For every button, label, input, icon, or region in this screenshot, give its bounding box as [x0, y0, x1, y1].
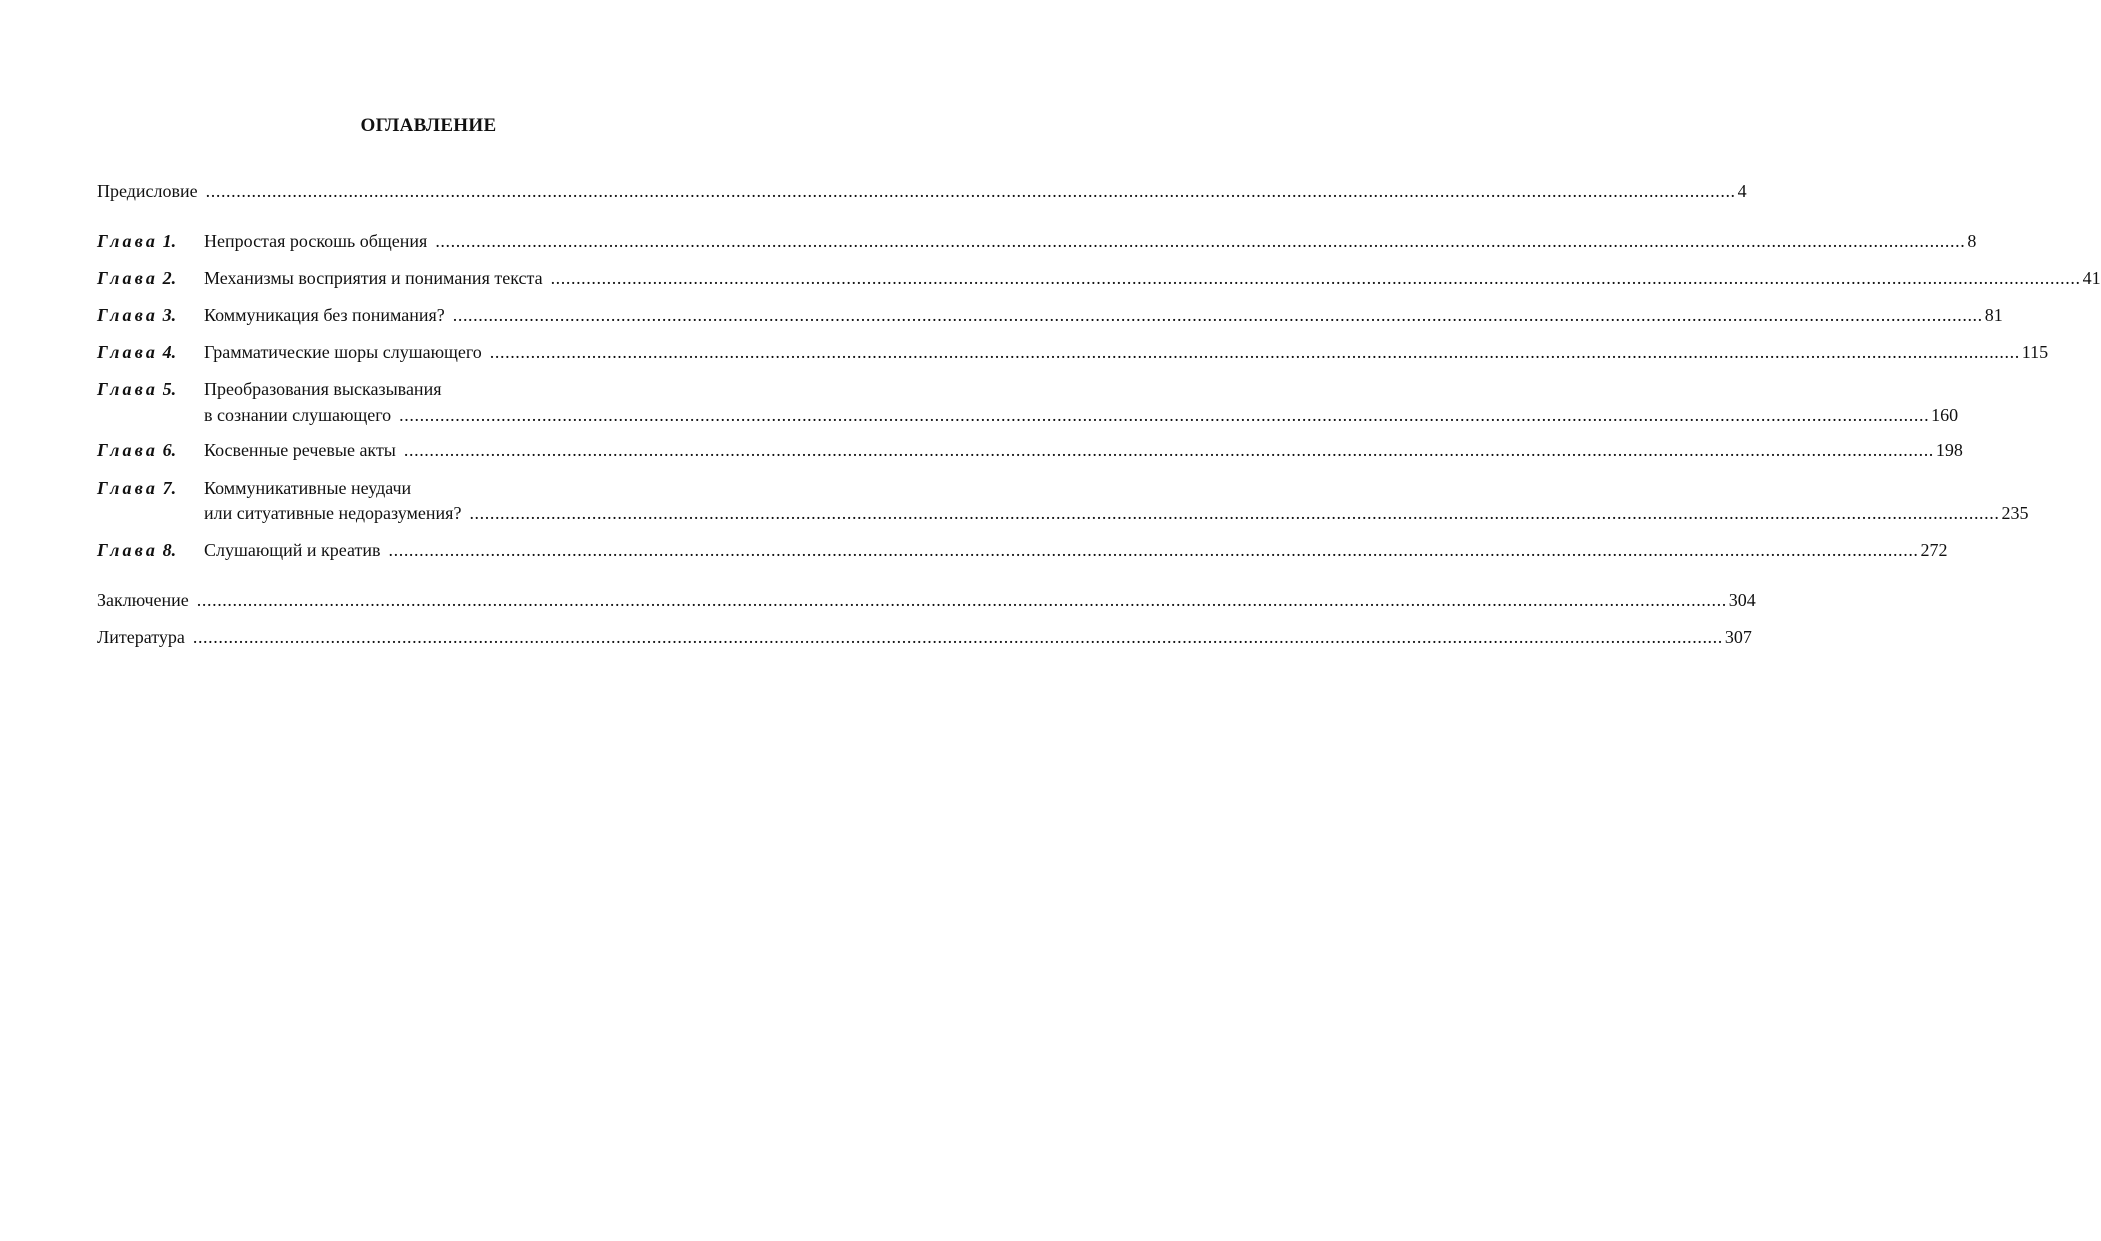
toc-page-number: 160 [1931, 405, 1959, 425]
toc-entry-title: Непростая роскошь общения [204, 231, 428, 251]
chapter-label [97, 475, 204, 501]
toc-page-number: 235 [2001, 503, 2029, 523]
chapter-word: Глава [97, 440, 159, 460]
toc-page-number: 41 [2082, 268, 2101, 288]
dot-leader: ............................................................................................................................................................................................................................................................................................................ [399, 405, 1930, 425]
toc-entry-title: Слушающий и креатив [204, 540, 381, 560]
toc-entry-title: Механизмы восприятия и понимания текста [204, 268, 543, 288]
dot-leader: ............................................................................................................................................................................................................................................................................................................ [192, 627, 1723, 647]
toc-entry-chapter-2[interactable] [97, 265, 2101, 291]
chapter-label [97, 376, 204, 402]
chapter-number: 1. [162, 231, 177, 251]
chapter-word: Глава [97, 231, 159, 251]
toc-entry-chapter-7[interactable] [97, 475, 755, 501]
dot-leader: ............................................................................................................................................................................................................................................................................................................ [469, 503, 2000, 523]
toc-entry-chapter-1[interactable] [97, 228, 1977, 254]
chapter-number: 3. [162, 305, 177, 325]
toc-entry-title-continuation: в сознании слушающего [204, 405, 392, 425]
chapter-label [97, 537, 204, 563]
toc-entry-conclusion[interactable] [97, 587, 1756, 613]
chapter-number: 8. [162, 540, 177, 560]
chapter-word: Глава [97, 478, 159, 498]
toc-entry-title: Коммуникация без понимания? [204, 305, 445, 325]
toc-entry-chapter-5-continuation[interactable] [97, 402, 1959, 428]
dot-leader: ............................................................................................................................................................................................................................................................................................................ [196, 590, 1727, 610]
toc-page-number: 304 [1728, 590, 1756, 610]
chapter-number: 7. [162, 478, 177, 498]
dot-leader: ............................................................................................................................................................................................................................................................................................................ [550, 268, 2081, 288]
dot-leader: ............................................................................................................................................................................................................................................................................................................ [435, 231, 1966, 251]
chapter-label [97, 265, 204, 291]
toc-entry-title: Коммуникативные неудачи [204, 478, 412, 498]
chapter-word: Глава [97, 342, 159, 362]
toc-entry-chapter-7-continuation[interactable] [97, 500, 2029, 526]
toc-entry-title: Заключение [97, 590, 189, 610]
chapter-label [97, 302, 204, 328]
toc-entry-chapter-3[interactable] [97, 302, 2003, 328]
chapter-word: Глава [97, 540, 159, 560]
toc-page-number: 198 [1935, 440, 1963, 460]
toc-entry-title: Литература [97, 627, 185, 647]
toc-entry-title: Преобразования высказывания [204, 379, 442, 399]
chapter-label [97, 228, 204, 254]
toc-page-number: 81 [1984, 305, 2003, 325]
toc-entry-title: Косвенные речевые акты [204, 440, 396, 460]
chapter-number: 6. [162, 440, 177, 460]
toc-entry-literature[interactable] [97, 624, 1752, 650]
dot-leader: ............................................................................................................................................................................................................................................................................................................ [452, 305, 1983, 325]
toc-entry-title-continuation: или ситуативные недоразумения? [204, 503, 462, 523]
chapter-number: 5. [162, 379, 177, 399]
toc-page-number: 4 [1737, 181, 1747, 201]
chapter-label [97, 339, 204, 365]
chapter-word: Глава [97, 379, 159, 399]
chapter-word: Глава [97, 268, 159, 288]
toc-page-number: 307 [1724, 627, 1752, 647]
toc-page-number: 272 [1920, 540, 1948, 560]
page-title: ОГЛАВЛЕНИЕ [360, 115, 497, 136]
toc-page-number: 8 [1967, 231, 1977, 251]
dot-leader: ............................................................................................................................................................................................................................................................................................................ [205, 181, 1736, 201]
chapter-label [97, 437, 204, 463]
toc-entry-chapter-5[interactable] [97, 376, 755, 402]
chapter-number: 4. [162, 342, 177, 362]
toc-entry-chapter-4[interactable] [97, 339, 2049, 365]
toc-entry-preface[interactable] [97, 178, 1747, 204]
toc-entry-chapter-6[interactable] [97, 437, 1963, 463]
dot-leader: ............................................................................................................................................................................................................................................................................................................ [489, 342, 2020, 362]
toc-entry-title: Предисловие [97, 181, 198, 201]
chapter-word: Глава [97, 305, 159, 325]
chapter-number: 2. [162, 268, 177, 288]
toc-entry-chapter-8[interactable] [97, 537, 1948, 563]
dot-leader: ............................................................................................................................................................................................................................................................................................................ [403, 440, 1934, 460]
dot-leader: ............................................................................................................................................................................................................................................................................................................ [388, 540, 1919, 560]
toc-entry-title: Грамматические шоры слушающего [204, 342, 482, 362]
toc-page-number: 115 [2021, 342, 2049, 362]
